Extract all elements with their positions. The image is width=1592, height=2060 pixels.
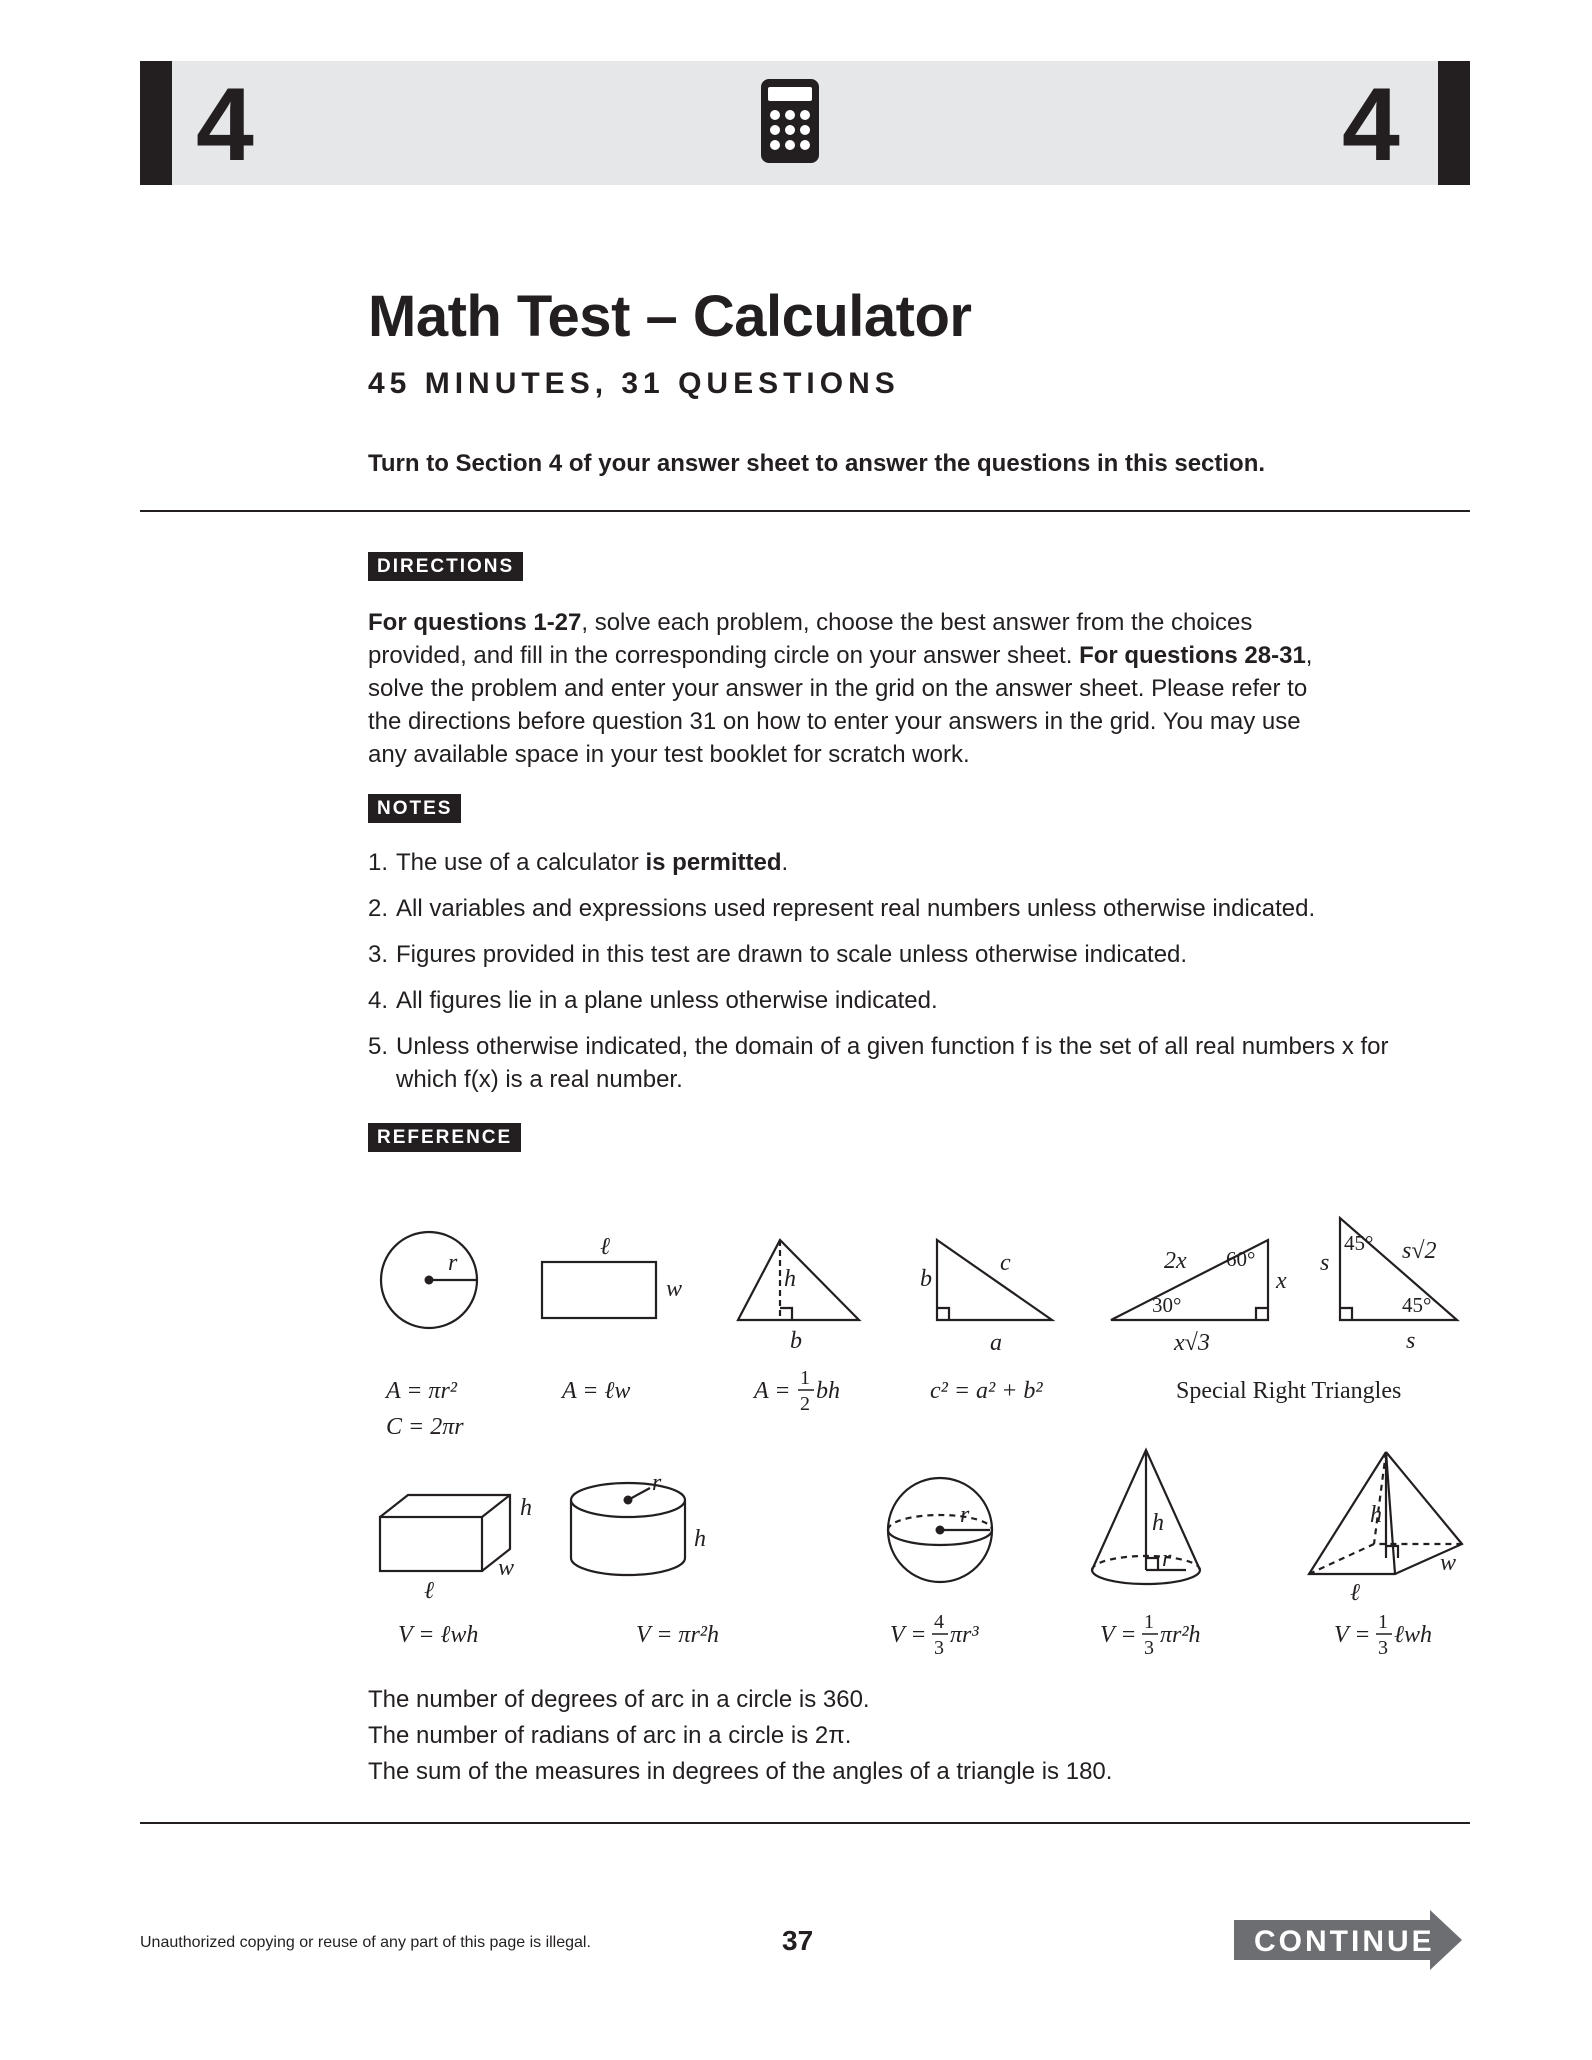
rectangle-figure: [542, 1262, 656, 1318]
note-number: 3.: [368, 941, 389, 968]
right-triangle-b-label: b: [920, 1266, 932, 1292]
note-text: Figures provided in this test are drawn to scale unless otherwise indicated.: [396, 941, 1188, 968]
triangle-height-label: h: [784, 1266, 796, 1292]
directions-label: DIRECTIONS: [368, 552, 523, 581]
triangle-formula-post: bh: [816, 1378, 840, 1404]
fact-degrees: The number of degrees of arc in a circle is 360.: [368, 1686, 870, 1713]
cone-formula-pre: V =: [1100, 1622, 1137, 1648]
triangle-frac-num: 1: [800, 1367, 810, 1389]
triangle-base-label: b: [790, 1328, 802, 1354]
special-hyp-label: 2x: [1164, 1248, 1187, 1274]
triangle-frac-den: 2: [800, 1393, 810, 1415]
cylinder-volume-formula: V = πr²h: [636, 1622, 719, 1648]
note-number: 5.: [368, 1033, 389, 1060]
circle-circumference-formula: C = 2πr: [386, 1414, 464, 1440]
directions-q1-bold: For questions 1-27: [368, 609, 582, 636]
note-text: All figures lie in a plane unless otherwise indicated.: [396, 987, 938, 1014]
notes-label: NOTES: [368, 794, 461, 823]
sphere-radius-label: r: [960, 1502, 970, 1528]
directions-text: [368, 606, 1328, 771]
cone-frac-num: 1: [1144, 1611, 1154, 1633]
test-duration-subtitle: 45 MINUTES, 31 QUESTIONS: [368, 367, 900, 400]
special-triangles-caption: Special Right Triangles: [1176, 1378, 1402, 1404]
rectangle-length-label: ℓ: [600, 1234, 610, 1260]
sphere-frac-den: 3: [934, 1637, 944, 1659]
note-item: [368, 938, 1428, 971]
special-short-leg-label: x: [1276, 1268, 1287, 1294]
section-bar-left: [140, 61, 172, 185]
note-item: [368, 892, 1428, 925]
cone-radius-label: r: [1162, 1546, 1172, 1572]
directions-q1-text: , solve each problem, choose the best answer from the choices provided, and fill in the corresponding circle on your answer sheet.: [368, 609, 1253, 669]
fact-triangle-sum: The sum of the measures in degrees of the angles of a triangle is 180.: [368, 1758, 1113, 1785]
section-number-left: 4: [196, 67, 254, 183]
right-triangle-c-label: c: [1000, 1250, 1011, 1276]
note-item: [368, 1030, 1428, 1096]
cylinder-height-label: h: [694, 1526, 706, 1552]
sphere-frac-num: 4: [934, 1611, 944, 1633]
continue-label: CONTINUE: [1254, 1925, 1435, 1958]
cylinder-radius-label: r: [652, 1470, 662, 1496]
calculator-icon: [760, 78, 820, 164]
rectangle-area-formula: A = ℓw: [562, 1378, 631, 1404]
pyramid-frac-num: 1: [1378, 1611, 1388, 1633]
section-number-right: 4: [1342, 67, 1400, 183]
top-divider: [140, 510, 1470, 512]
directions-q2-bold: For questions 28-31: [1079, 642, 1306, 669]
page-title: Math Test – Calculator: [368, 284, 972, 349]
cone-formula-post: πr²h: [1160, 1622, 1201, 1648]
page-number: 37: [782, 1925, 814, 1956]
pyramid-formula-pre: V =: [1334, 1622, 1371, 1648]
bottom-divider: [140, 1822, 1470, 1824]
pyramid-length-label: ℓ: [1350, 1580, 1360, 1606]
reference-facts: [368, 1682, 1112, 1790]
section-bar-right: [1438, 61, 1470, 185]
answer-sheet-instruction: Turn to Section 4 of your answer sheet to answer the questions in this section.: [368, 450, 1266, 477]
note-number: 4.: [368, 987, 389, 1014]
triangle-formula-pre: A =: [754, 1378, 791, 1404]
note-bold: is permitted: [645, 849, 782, 876]
note-text: Unless otherwise indicated, the domain of a given function f is the set of all real numbers x for which f(x) is a real number.: [396, 1033, 1389, 1093]
special45-hyp-label: s√2: [1402, 1238, 1437, 1264]
note-number: 2.: [368, 895, 389, 922]
pyramid-frac-den: 3: [1378, 1637, 1388, 1659]
circle-radius-label: r: [448, 1250, 458, 1276]
note-item: [368, 846, 1428, 879]
cone-frac-den: 3: [1144, 1637, 1154, 1659]
directions-q2-text: , solve the problem and enter your answer in the grid on the answer sheet. Please refer to the directions before question 31 on how to enter your answers in the grid. You may use any available space in your test booklet for scratch work.: [368, 642, 1313, 768]
sphere-formula-post: πr³: [950, 1622, 979, 1648]
reference-figures: [360, 1190, 1470, 1670]
notes-list: [368, 846, 1428, 1109]
pyramid-formula-post: ℓwh: [1394, 1622, 1433, 1648]
right-triangle-a-label: a: [990, 1330, 1002, 1356]
pyramid-width-label: w: [1440, 1550, 1457, 1576]
angle-45-bottom-label: 45°: [1402, 1293, 1432, 1317]
box-figure: [380, 1495, 510, 1571]
special45-left-leg-label: s: [1320, 1250, 1330, 1276]
pythagorean-formula: c² = a² + b²: [930, 1378, 1043, 1404]
special-long-leg-label: x√3: [1174, 1330, 1210, 1356]
note-text-end: .: [781, 849, 789, 876]
special45-bottom-leg-label: s: [1406, 1328, 1416, 1354]
copyright-notice: Unauthorized copying or reuse of any part of this page is illegal.: [140, 1934, 591, 1951]
continue-button[interactable]: [1234, 1910, 1464, 1970]
note-item: [368, 984, 1428, 1017]
box-length-label: ℓ: [424, 1578, 434, 1604]
box-height-label: h: [520, 1495, 532, 1521]
box-width-label: w: [498, 1555, 515, 1581]
right-triangle-figure: [937, 1240, 1052, 1320]
cone-figure: [1092, 1450, 1200, 1584]
pyramid-height-label: h: [1370, 1502, 1382, 1528]
sphere-formula-pre: V =: [890, 1622, 927, 1648]
fact-radians: The number of radians of arc in a circle is 2π.: [368, 1722, 852, 1749]
angle-45-top-label: 45°: [1344, 1231, 1374, 1255]
triangle-figure: [738, 1240, 859, 1320]
note-text: The use of a calculator: [396, 849, 646, 876]
reference-label: REFERENCE: [368, 1123, 521, 1152]
cone-height-label: h: [1152, 1510, 1164, 1536]
angle-60-label: 60°: [1226, 1247, 1256, 1271]
rectangle-width-label: w: [666, 1276, 683, 1302]
box-volume-formula: V = ℓwh: [398, 1622, 479, 1648]
circle-area-formula: A = πr²: [386, 1378, 457, 1404]
note-text: All variables and expressions used represent real numbers unless otherwise indicated.: [396, 895, 1316, 922]
note-number: 1.: [368, 849, 389, 876]
angle-30-label: 30°: [1152, 1293, 1182, 1317]
